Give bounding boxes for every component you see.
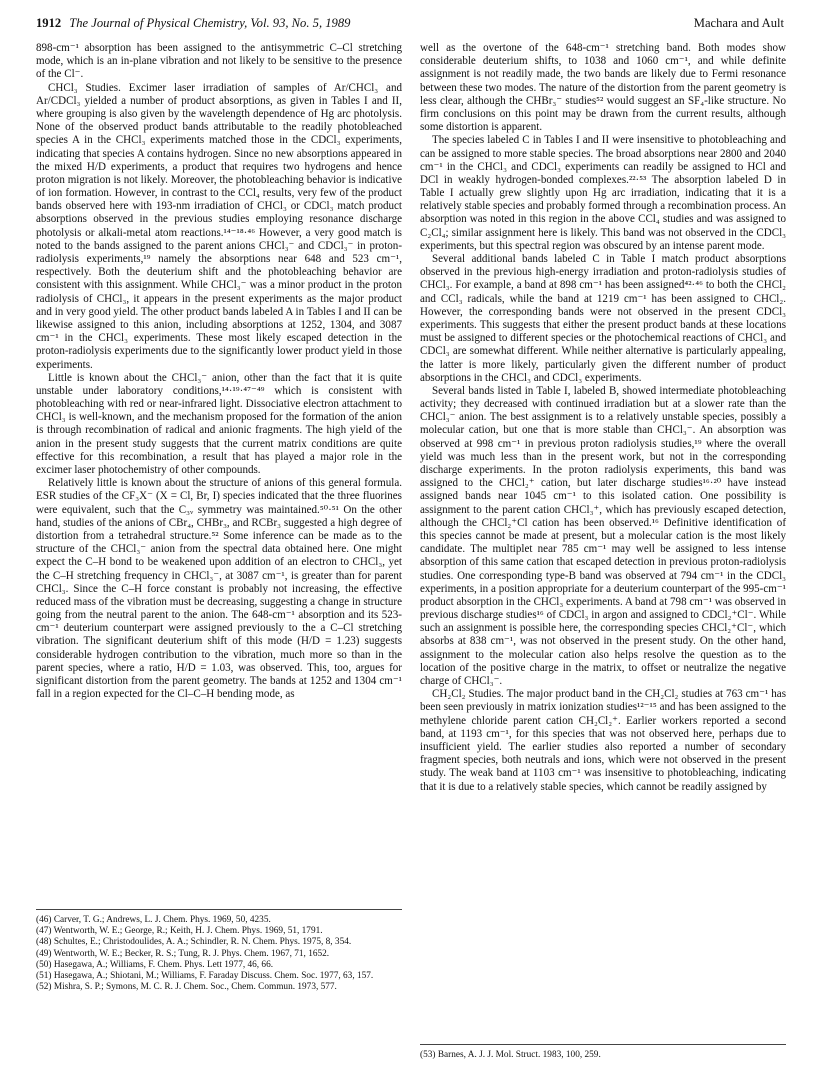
reference: (48) Schultes, E.; Christodoulides, A. A.; Schindler, R. N. Chem. Phys. 1975, 8, 354. [36,937,352,948]
paragraph: Several bands listed in Table I, labeled B, showed intermediate photobleaching activity; they decreased with continued irradiation but at a slower rate than the CHCl₃⁻ anion. The best assignment is to a relatively unstable species, possibly a molecular cation, but one that is more stable than CHCl₃⁻. An absorption was observed at 998 cm⁻¹ in previous proton radiolysis studies,¹⁹ where the overall yield was much less than in the present work, but not in the corresponding discharge experiments. In the proton radiolysis experiments, this band was assigned to the CHCl₂⁺ cation, but later discharge studies¹⁶·²⁰ have instead assigned bands near 1045 cm⁻¹ to this isolated cation. One possibility is assignment to the parent cation CHCl₃⁺, which has previously escaped detection, although the CHCl₂⁺Cl cation has been observed.¹⁶ Definitive identification of this species cannot be made at present, but a molecular cation is the most likely candidate. The multiplet near 785 cm⁻¹ may well be assigned to less intense absorption of this same cation that escaped detection in previous proton-radiolysis studies. One corresponding type-B band was observed at 794 cm⁻¹ in the CDCl₃ experiments, in a position appropriate for a deuterium counterpart of the 995-cm⁻¹ product absorption in the CHCl₃ experiments. A band at 798 cm⁻¹ was observed in previous discharge studies¹⁶ of CDCl₃ in argon and assigned to CDCl₂⁺Cl⁻. While such an assignment is possible here, the corresponding species CHCl₂⁺Cl⁻, which absorbs at 838 cm⁻¹, was not observed in the present study. On the other hand, assignment to the molecular cation also helps resolve the question as to the location of the positive charge in the matrix, to offset or neutralize the negative charge of CHCl₃⁻. [420,384,786,687]
paragraph: The species labeled C in Tables I and II were insensitive to photobleaching and can be assigned to more stable species. The broad absorptions near 2800 and 2040 cm⁻¹ in the CHCl₃ and CDCl₃ experiments can readily be assigned to HCl and DCl in weakly hydrogen-bonded complexes.²²·⁵³ The absorption labeled D in Table I actually grew slightly upon Hg arc irradiation, indicating that it is a relatively stable species and probably formed through a recombination process. An absorption was noted in this region in the above CCl₄ studies and was assigned to C₂Cl₄; similar assignment here is likely. This band was not observed in the CDCl₃ experiments, but this spectral region was obscured by an intense parent mode. [420,134,786,252]
references-left [36,909,402,993]
page-number: 1912 [36,16,62,30]
paragraph: CH₂Cl₂ Studies. The major product band in the CH₂Cl₂ studies at 763 cm⁻¹ has been seen previously in matrix ionization studies¹²⁻¹⁵ and has been assigned to the methylene chloride parent cation CH₂Cl₂⁺. Earlier workers reported a second band, at 1193 cm⁻¹, for this species that was not observed here, perhaps due to insufficient yield. The earlier studies also reported a number of secondary fragment species, both neutrals and ions, which were not observed in the present study. The weak band at 1103 cm⁻¹ was insensitive to photobleaching, indicating that it is due to a relatively stable species, which cannot be readily assigned by [420,688,786,793]
reference: (49) Wentworth, W. E.; Becker, R. S.; Tung, R. J. Phys. Chem. 1967, 71, 1652. [36,948,330,959]
page-header [36,16,784,36]
paragraph: well as the overtone of the 648-cm⁻¹ stretching band. Both modes show considerable deuterium shifts, to 1038 and 1060 cm⁻¹, and while definite assignment is not readily made, the two bands are likely due to Fermi resonance between these two modes. The nature of the distortion from the parent geometry is less clear, although the CHBr₃⁻ studies⁵² would suggest an SF₄-like structure. No firm conclusions on this point may be drawn from the current results, although some distortion is apparent. [420,42,786,134]
running-authors: Machara and Ault [693,16,784,30]
reference: (53) Barnes, A. J. J. Mol. Struct. 1983, 100, 259. [420,1050,601,1060]
right-column [420,42,786,794]
paragraph: Little is known about the CHCl₃⁻ anion, other than the fact that it is quite unstable under laboratory conditions,¹⁴·¹⁹·⁴⁷⁻⁴⁹ which is consistent with photobleaching with red or near-infrared light. Dissociative electron attachment to CHCl₃ is well-known, and the mechanism proposed for the formation of the anion is through recombination of radical and anionic fragments. The high yield of the anion in the present study suggests that the current matrix conditions are quite effective for this recombination, a result that has played a major role in the excimer laser photochemistry of other compounds. [36,371,402,476]
reference: (52) Mishra, S. P.; Symons, M. C. R. J. Chem. Soc., Chem. Commun. 1973, 577. [36,982,337,993]
left-column [36,42,402,701]
paragraph: Relatively little is known about the structure of anions of this general formula. ESR studies of the CF₃X⁻ (X = Cl, Br, I) species indicated that the three fluorines were equivalent, such that the C₃ᵥ symmetry was maintained.⁵⁰·⁵¹ On the other hand, studies of the anions of CBr₄, CHBr₃, and RCBr₃ suggested a high degree of distortion from a tetrahedral structure.⁵² Some inference can be made as to the structure of the CHCl₃⁻ anion from the spectral data obtained here. One might expect the C–H bond to be weakened upon addition of an electron to CHCl₃, yet the C–H stretching frequency in CHCl₃⁻, at 3087 cm⁻¹, is greater than for parent CHCl₃. Since the C–H force constant is probably not increasing, the effective reduced mass of the vibration must be decreasing, suggesting a change in structure going from the neutral parent to the anion. The 648-cm⁻¹ absorption and its 523-cm⁻¹ deuterium counterpart were assigned previously to the a C–Cl stretching vibration. The significant deuterium shift of this mode (H/D = 1.23) suggests considerable hydrogen contribution to the vibration, much more so than in the parent species, where a ratio, H/D = 1.03, was observed. This, too, argues for significant distortion from the parent geometry. The bands at 1252 and 1304 cm⁻¹ fall in a region expected for the Cl–C–H bending mode, as [36,477,402,701]
reference: (47) Wentworth, W. E.; George, R.; Keith, H. J. Chem. Phys. 1969, 51, 1791. [36,926,323,937]
journal-title: The Journal of Physical Chemistry, Vol. 93, No. 5, 1989 [69,16,351,30]
reference: (51) Hasegawa, A.; Shiotani, M.; Williams, F. Faraday Discuss. Chem. Soc. 1977, 63, 157. [36,971,374,982]
paragraph: 898-cm⁻¹ absorption has been assigned to the antisymmetric C–Cl stretching mode, which is an in-plane vibration and not likely to be sensitive to the presence of the Cl⁻. [36,42,402,81]
paragraph: Several additional bands labeled C in Table I match product absorptions observed in the previous high-energy irradiation and proton-radiolysis studies of CHCl₃. For example, a band at 898 cm⁻¹ has been assigned⁴²·⁴⁶ to both the CHCl₂ and CCl₃ radicals, while the band at 1219 cm⁻¹ has been assigned to CHCl₂. However, the corresponding bands were not observed in the present CDCl₃ experiments. This suggests that either the present product bands at these locations must be assigned to different species or the photochemical reactions of CHCl₃ and CDCl₃ are somewhat different. While neither alternative is particularly appealing, the latter is more likely, particularly given the different number of product absorptions in the CHCl₃ and CDCl₃ experiments. [420,253,786,384]
paragraph: CHCl₃ Studies. Excimer laser irradiation of samples of Ar/CHCl₃ and Ar/CDCl₃ yielded a number of product absorptions, as given in Tables I and II, where grouping is also given by the wavelength dependence of Hg arc photolysis. None of the observed product bands attributable to the readily photobleached species A in the CHCl₃ experiments matched those in the CDCl₃ experiments, indicating that species A contains hydrogen. Since no new absorptions appeared in the mixed H/D experiments, a product that requires two hydrogens and hence proton migration is not likely. Moreover, the photobleaching behavior is indicative of ion formation. However, in contrast to the CCl₄ results, very few of the product bands observed here with 193-nm irradiation of CHCl₃ or CDCl₃ match product absorptions observed in the previous studies employing resonance discharge photolysis or alkali-metal atom reactions.¹⁴⁻¹⁸·⁴⁶ However, a very good match is noted to the bands assigned to the parent anions CHCl₃⁻ and CDCl₃⁻ in proton-radiolysis experiments,¹⁹ namely the absorptions near 648 and 523 cm⁻¹, respectively. Both the deuterium shift and the photobleaching behavior are consistent with this assignment. While CHCl₃⁻ was a minor product in the proton radiolysis of CHCl₃, it appears in the present experiments as the major product and in very good yield. The other product bands labeled A in Tables I and II can be likewise assigned to this anion, including absorptions at 1252, 1304, and 3087 cm⁻¹ in the CHCl₃ experiments. These most likely escaped detection in the proton-radiolysis experiments due to the significantly lower product yield in those experiments. [36,81,402,371]
reference: (50) Hasegawa, A.; Williams, F. Chem. Phys. Lett 1977, 46, 66. [36,959,274,970]
reference: (46) Carver, T. G.; Andrews, L. J. Chem. Phys. 1969, 50, 4235. [36,915,271,925]
references-right [420,1044,786,1061]
